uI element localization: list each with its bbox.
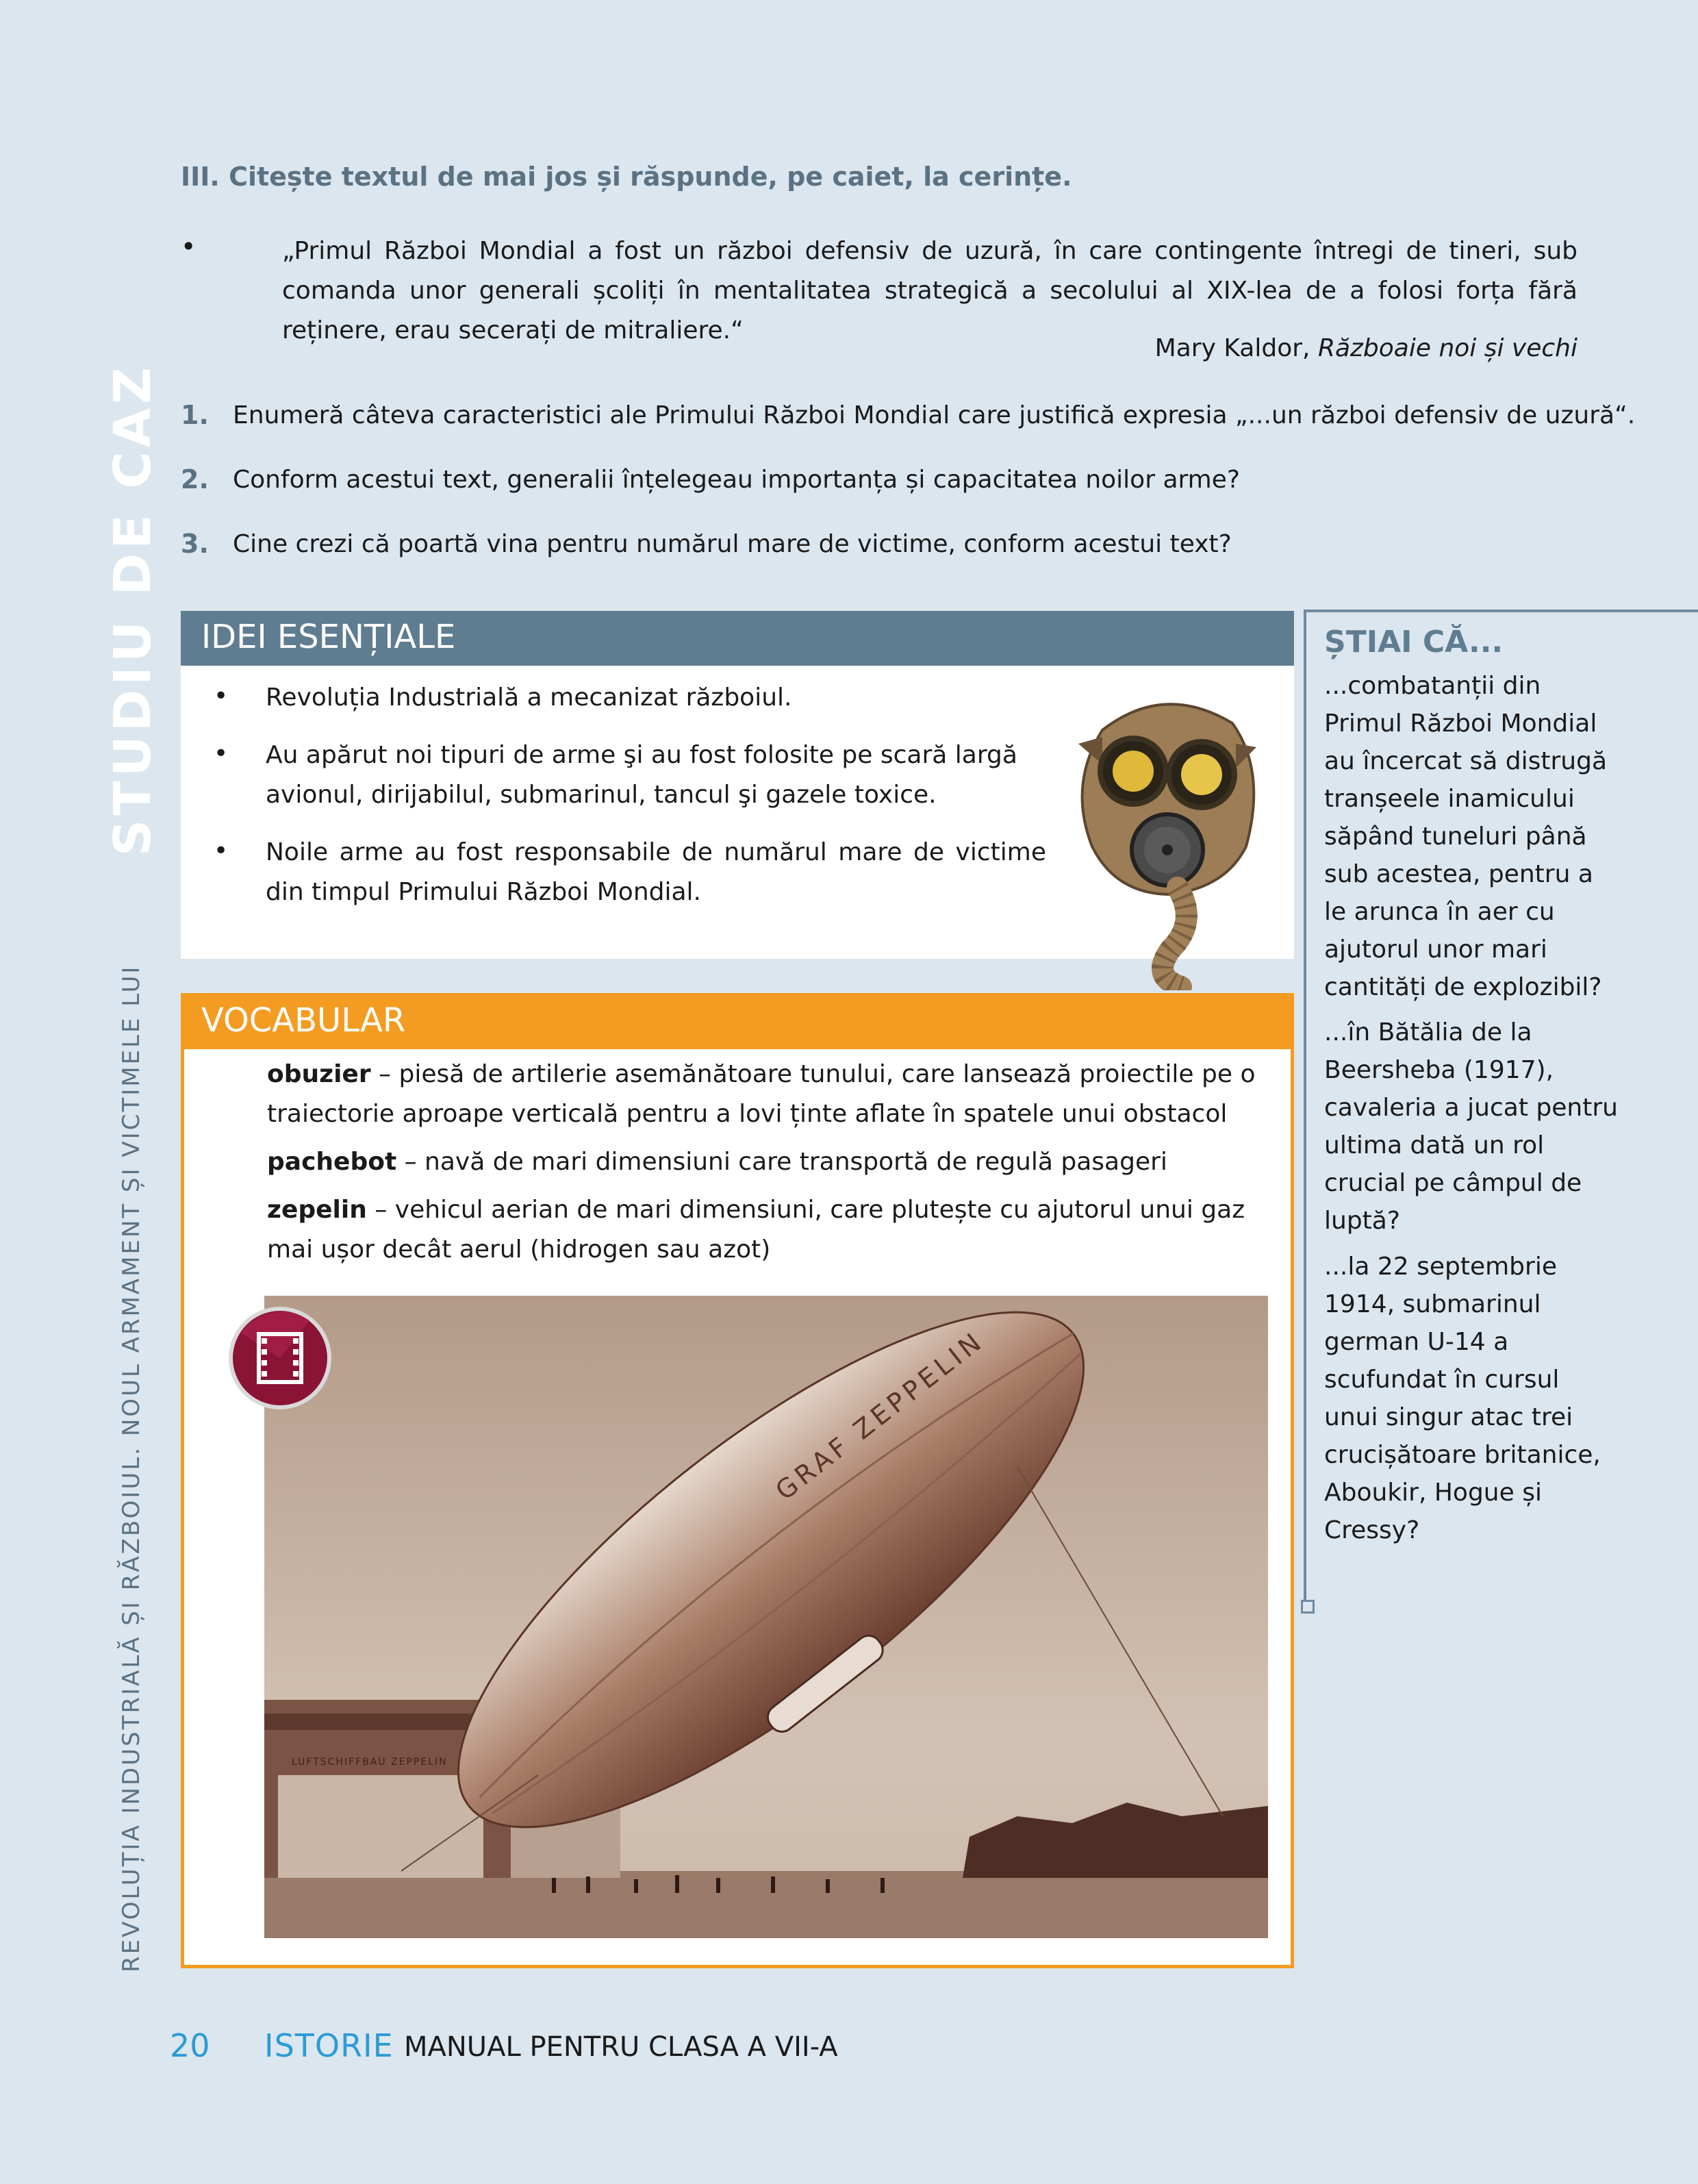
question-number: 2. — [181, 464, 209, 494]
stiai-end-marker — [1301, 1600, 1315, 1614]
shed-lettering: LUFTSCHIFFBAU ZEPPELIN — [292, 1757, 448, 1768]
vocab-term: zepelin — [267, 1196, 367, 1224]
bullet: • — [214, 740, 229, 768]
quote-book-title: Războaie noi și vechi — [1317, 334, 1577, 362]
manual-label: MANUAL PENTRU CLASA A VII-A — [404, 2031, 838, 2063]
vocab-entry-zepelin — [267, 1190, 1274, 1270]
subject-label: ISTORIE — [264, 2027, 394, 2064]
side-case-label: STUDIU DE CAZ — [103, 363, 162, 856]
vocab-term: pachebot — [267, 1148, 397, 1176]
film-icon[interactable] — [227, 1305, 333, 1411]
stiai-item-2: ...în Bătălia de la Beersheba (1917), cavaleria a jucat pentru ultima dată un rol crucial pe câmpul de luptă? — [1324, 1018, 1618, 1235]
stiai-title: ȘTIAI CĂ... — [1324, 625, 1504, 660]
quote-text: „Primul Război Mondial a fost un război defensiv de uzură, în care contingente întregi de tineri, sub comanda unor generali școliți în mentalitatea strategică a secolului al XIX-lea de a folosi forța fără reținere, erau secerați de mitraliere.“ — [282, 237, 1577, 344]
question-text: Cine crezi că poartă vina pentru numărul mare de victime, conform acestui text? — [233, 530, 1232, 558]
vocab-definition: – piesă de artilerie asemănătoare tunului, care lansează proiectile pe o traiectorie aproape verticală pentru a lovi ținte aflate în spatele unui obstacol — [267, 1060, 1256, 1128]
idei-item-3: Noile arme au fost responsabile de numărul mare de victime din timpul Primului Război Mondial. — [266, 838, 1046, 906]
quote-author: Mary Kaldor, — [1154, 334, 1318, 362]
quote-bullet: • — [181, 231, 197, 262]
idei-esentiale-header — [181, 611, 1294, 666]
question-number: 1. — [181, 400, 209, 430]
vocab-term: obuzier — [267, 1060, 371, 1088]
vocab-definition: – navă de mari dimensiuni care transportă de regulă pasageri — [396, 1148, 1167, 1176]
vocabular-header — [181, 993, 1294, 1049]
stiai-vertical-rule — [1304, 610, 1306, 1603]
idei-esentiale-title: IDEI ESENȚIALE — [201, 618, 456, 656]
page-number: 20 — [170, 2027, 210, 2064]
zeppelin-photo — [264, 1296, 1268, 1938]
bullet: • — [214, 837, 229, 865]
quote-source — [1155, 334, 1577, 362]
vocab-entry-obuzier — [267, 1055, 1274, 1134]
question-number: 3. — [181, 529, 209, 559]
stiai-item-3: ...la 22 septembrie 1914, submarinul german U-14 a scufundat în cursul unui singur atac trei crucișătoare britanice, Aboukir, Hogue și Cressy? — [1324, 1253, 1601, 1544]
vocabular-title: VOCABULAR — [201, 1001, 406, 1040]
idei-item-1: Revoluția Industrială a mecanizat războiul. — [266, 683, 792, 712]
side-topic-label: REVOLUȚIA INDUSTRIALĂ ȘI RĂZBOIUL. NOUL ARMAMENT ȘI VICTIMELE LUI — [118, 964, 145, 1972]
exercise-title: III. Citește textul de mai jos și răspunde, pe caiet, la cerințe. — [181, 162, 1072, 192]
vocab-definition: – vehicul aerian de mari dimensiuni, care plutește cu ajutorul unui gaz mai ușor decât aerul (hidrogen sau azot) — [267, 1196, 1245, 1264]
question-text: Conform acestui text, generalii înțelegeau importanța și capacitatea noilor arme? — [233, 466, 1240, 494]
idei-item-2: Au apărut noi tipuri de arme şi au fost folosite pe scară largă avionul, dirijabilul, submarinul, tancul şi gazele toxice. — [266, 741, 1017, 809]
stiai-divider — [1304, 610, 1698, 612]
gas-mask-image — [1061, 689, 1274, 990]
stiai-item-1: ...combatanții din Primul Război Mondial au încercat să distrugă tranșeele inamicului săpând tuneluri până sub acestea, pentru a le arunca în aer cu ajutorul unor mari cantități de explozibil? — [1324, 672, 1608, 1001]
vocab-entry-pachebot — [267, 1142, 1274, 1182]
hull-lettering: GRAF ZEPPELIN — [770, 1325, 990, 1507]
bullet: • — [214, 682, 229, 710]
question-text: Enumeră câteva caracteristici ale Primului Război Mondial care justifică expresia „...un război defensiv de uzură“. — [233, 401, 1636, 429]
